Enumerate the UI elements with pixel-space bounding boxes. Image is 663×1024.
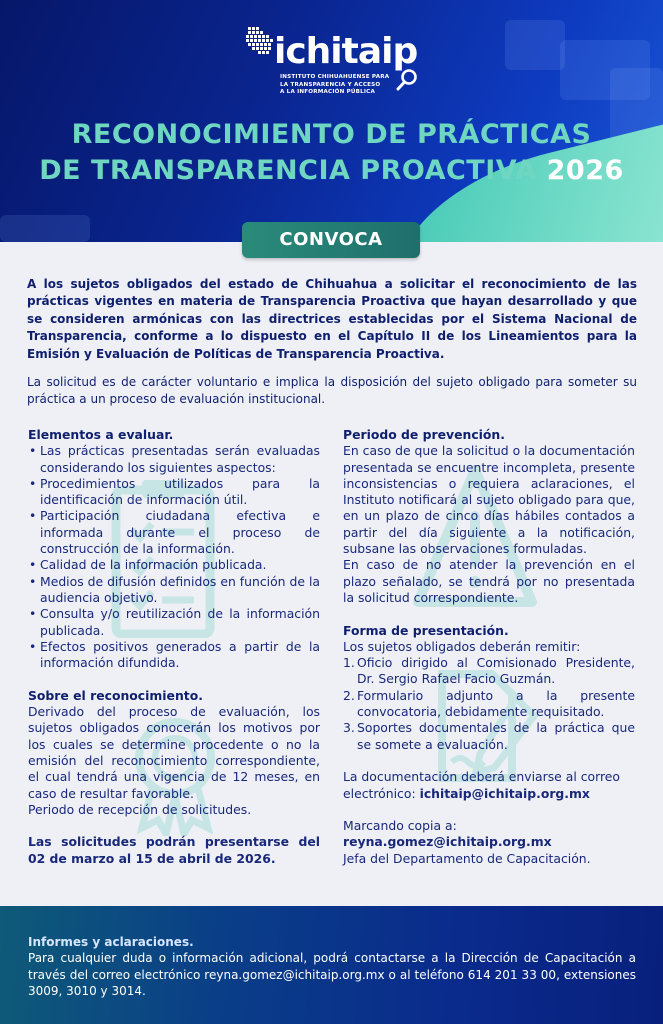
list-number: 3. xyxy=(343,720,355,736)
spacer xyxy=(28,671,320,687)
left-column xyxy=(28,427,320,867)
fechas-text: Las solicitudes podrán presentarse del 02 de marzo al 15 de abril de 2026. xyxy=(28,834,320,866)
footer-banner xyxy=(0,906,663,1024)
list-item xyxy=(343,720,635,753)
header-banner xyxy=(0,0,663,242)
logo-subtitle-line: LA TRANSPARENCIA Y ACCESO xyxy=(280,81,381,88)
list-text: Oficio dirigido al Comisionado Presidente, Dr. Sergio Rafael Facio Guzmán. xyxy=(357,655,635,687)
voluntary-paragraph: La solicitud es de carácter voluntario e implica la disposición del sujeto obligado para someter su práctica a un proceso de evaluación institucional. xyxy=(27,375,637,407)
reconocimiento-heading: Sobre el reconocimiento. xyxy=(28,687,203,703)
envio-text: La documentación deberá enviarse al correo electrónico: xyxy=(343,769,620,801)
decor-square xyxy=(0,215,90,242)
list-item xyxy=(343,688,635,721)
list-item: • Las prácticas presentadas serán evaluadas considerando los siguientes aspectos: xyxy=(28,443,320,476)
list-text: Formulario adjunto a la presente convocatoria, debidamente requisitado. xyxy=(357,687,635,720)
right-column xyxy=(343,427,635,867)
chihuahua-map-pixel-icon xyxy=(244,26,278,60)
spacer xyxy=(343,606,635,622)
list-item: • Procedimientos utilizados para la identificación de información útil. xyxy=(28,476,320,509)
envio-paragraph xyxy=(343,769,635,802)
list-number: 2. xyxy=(343,687,355,703)
spacer xyxy=(28,818,320,834)
magnifier-icon xyxy=(396,68,418,92)
copia-cargo: Jefa del Departamento de Capacitación. xyxy=(343,850,591,866)
footer-text xyxy=(28,934,636,1000)
list-item: • Participación ciudadana efectiva e informada durante el proceso de construcción de la información. xyxy=(28,508,320,557)
copia-label: Marcando copia a: xyxy=(343,818,457,834)
presentacion-list xyxy=(343,655,635,753)
elementos-heading: Elementos a evaluar. xyxy=(28,427,174,442)
spacer xyxy=(343,753,635,769)
logo-subtitle-line: A LA INFORMACIÓN PÚBLICA xyxy=(280,89,376,96)
list-item: • Medios de difusión definidos en función de la audiencia objetivo. xyxy=(28,574,320,607)
ichitaip-logo xyxy=(244,26,424,96)
title-line-2-text: DE TRANSPARENCIA PROACTIVA xyxy=(39,155,537,186)
list-number: 1. xyxy=(343,655,355,671)
reconocimiento-body: Derivado del proceso de evaluación, los sujetos obligados conocerán los motivos por los cuales se determine procedente o no la emisión del reconocimiento correspondiente, el cual tendrá una vigencia de 12 meses, en caso de resultar favorable. xyxy=(28,704,320,801)
page-title xyxy=(0,117,663,189)
list-text: Soportes documentales de la práctica que se somete a evaluación. xyxy=(357,720,635,752)
recepcion-label: Periodo de recepción de solicitudes. xyxy=(28,801,252,817)
prevencion-heading: Periodo de prevención. xyxy=(343,427,505,442)
prevencion-body-1: En caso de que la solicitud o la documentación presentada se encuentre incompleta, presente inconsistencias o requiera aclaraciones, el Instituto notificará al sujeto obligado para que, en un plazo de cinco días hábiles contados a partir del día siguiente a la notificación, subsane las observaciones formuladas. xyxy=(343,443,635,557)
title-line-2 xyxy=(0,153,663,189)
logo-wordmark: ichitaip xyxy=(274,31,418,72)
title-year: 2026 xyxy=(546,155,624,186)
title-line-1: RECONOCIMIENTO DE PRÁCTICAS xyxy=(71,119,592,150)
presentacion-lead: Los sujetos obligados deberán remitir: xyxy=(343,638,581,654)
list-item: • Efectos positivos generados a partir de la información difundida. xyxy=(28,639,320,672)
logo-subtitle-line: INSTITUTO CHIHUAHUENSE PARA xyxy=(280,74,390,80)
prevencion-body-2: En caso de no atender la prevención en el plazo señalado, se tendrá por no presentada la solicitud correspondiente. xyxy=(343,557,635,605)
spacer xyxy=(343,802,635,818)
presentacion-heading: Forma de presentación. xyxy=(343,622,509,638)
convoca-badge: CONVOCA xyxy=(242,222,420,258)
elementos-list xyxy=(28,443,320,671)
footer-body: Para cualquier duda o información adicional, podrá contactarse a la Dirección de Capacitación a través del correo electrónico reyna.gomez@ichitaip.org.mx o al teléfono 614 201 33 00, extensiones 3009, 3010 y 3014. xyxy=(28,951,636,999)
intro-paragraph: A los sujetos obligados del estado de Chihuahua a solicitar el reconocimiento de las prácticas vigentes en materia de Transparencia Proactiva que hayan desarrollado y que se consideren armónicas con las directrices establecidas por el Sistema Nacional de Transparencia, conforme a lo dispuesto en el Capítulo II de los Lineamientos para la Emisión y Evaluación de Políticas de Transparencia Proactiva. xyxy=(27,277,637,361)
list-item xyxy=(343,655,635,688)
copia-email-link[interactable]: reyna.gomez@ichitaip.org.mx xyxy=(343,834,552,850)
footer-heading: Informes y aclaraciones. xyxy=(28,935,194,949)
decor-square xyxy=(505,20,565,70)
list-item: • Consulta y/o reutilización de la información publicada. xyxy=(28,606,320,639)
list-item: • Calidad de la información publicada. xyxy=(28,557,320,573)
logo-subtitle xyxy=(280,74,410,97)
envio-email-link[interactable]: ichitaip@ichitaip.org.mx xyxy=(419,785,590,801)
